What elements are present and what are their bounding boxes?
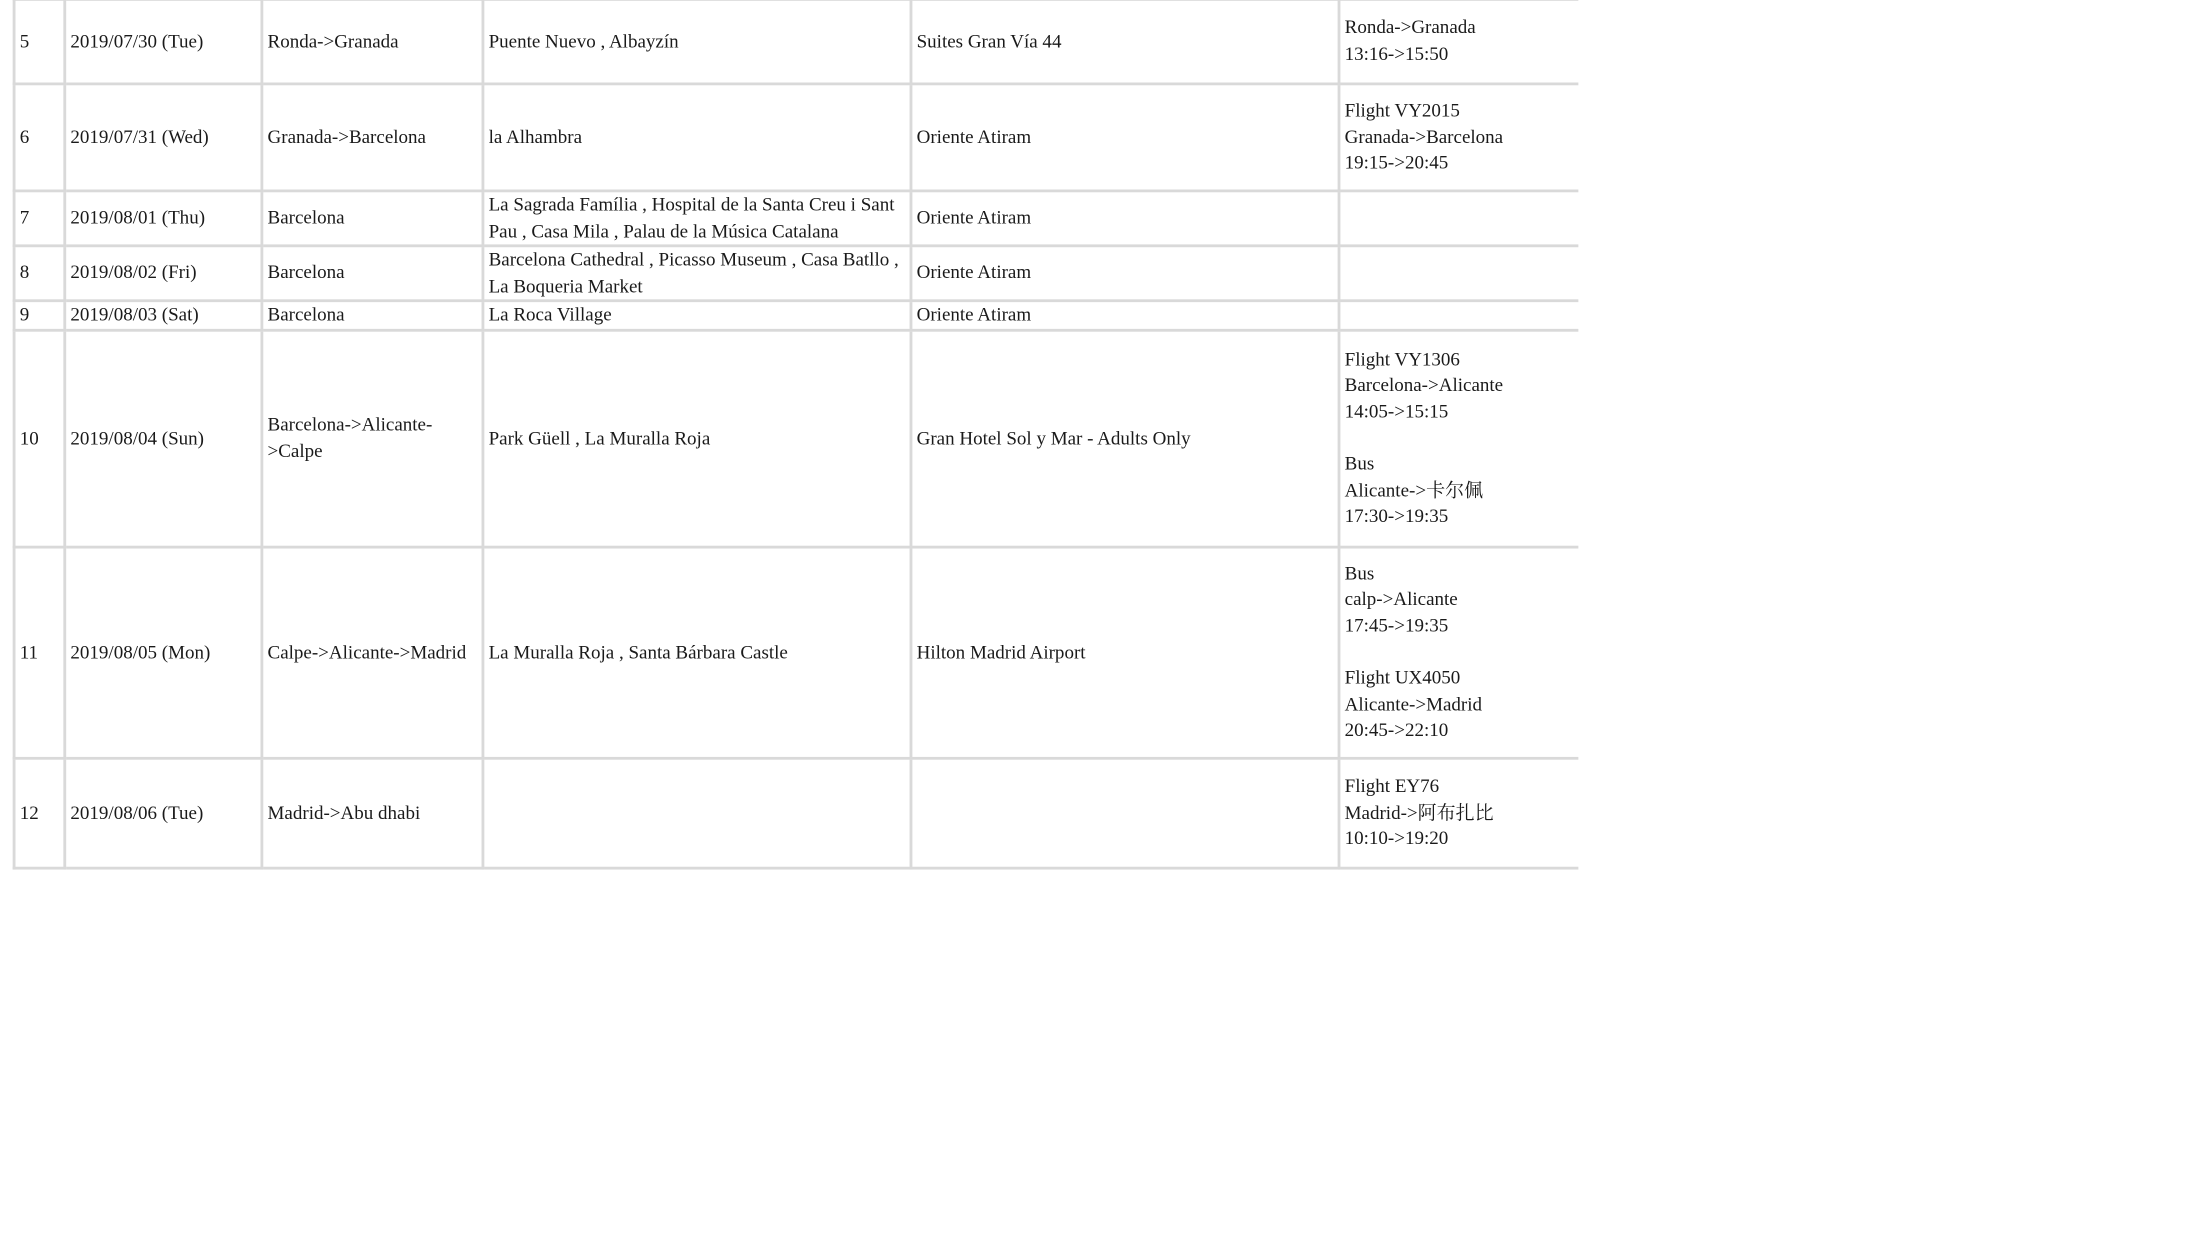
date-cell: 2019/08/05 (Mon) bbox=[65, 547, 262, 758]
route-cell: Barcelona bbox=[262, 246, 483, 301]
hotel-cell bbox=[911, 758, 1339, 868]
table-row bbox=[0, 84, 1578, 191]
transport-cell bbox=[1339, 547, 1578, 758]
sights-cell: Park Güell , La Muralla Roja bbox=[483, 330, 911, 547]
transport-cell bbox=[1339, 330, 1578, 547]
table-row bbox=[0, 301, 1578, 330]
transport-line: Barcelona->Alicante bbox=[1344, 374, 1504, 396]
hotel-cell: Hilton Madrid Airport bbox=[911, 547, 1339, 758]
date-cell: 2019/08/06 (Tue) bbox=[65, 758, 262, 868]
transport-line: Flight EY76 bbox=[1344, 775, 1440, 797]
transport-line: Flight VY1306 bbox=[1344, 348, 1460, 370]
table-row bbox=[0, 330, 1578, 547]
table-row bbox=[0, 191, 1578, 246]
sights-text: La Sagrada Família , Hospital de la Santa Creu i Sant Pau , Casa Mila , Palau de la Música Catalana bbox=[488, 193, 895, 242]
transport-cell bbox=[1339, 758, 1578, 868]
route-cell: Barcelona bbox=[262, 301, 483, 330]
transport-cell bbox=[1339, 246, 1578, 301]
transport-line: 13:16->15:50 bbox=[1344, 43, 1449, 65]
day-cell: 8 bbox=[14, 246, 65, 301]
date-cell: 2019/07/30 (Tue) bbox=[65, 0, 262, 84]
sights-text: Barcelona Cathedral , Picasso Museum , Casa Batllo , La Boqueria Market bbox=[488, 248, 899, 297]
route-cell: Barcelona bbox=[262, 191, 483, 246]
day-cell: 6 bbox=[14, 84, 65, 191]
day-cell: 9 bbox=[14, 301, 65, 330]
day-cell: 5 bbox=[14, 0, 65, 84]
sights-cell: Puente Nuevo , Albayzín bbox=[483, 0, 911, 84]
transport-line: Flight VY2015 bbox=[1344, 99, 1460, 121]
sights-cell bbox=[483, 191, 911, 246]
transport-line: 20:45->22:10 bbox=[1344, 719, 1449, 741]
date-cell: 2019/08/03 (Sat) bbox=[65, 301, 262, 330]
day-cell: 10 bbox=[14, 330, 65, 547]
day-cell: 12 bbox=[14, 758, 65, 868]
transport-line: 17:30->19:35 bbox=[1344, 505, 1449, 527]
transport-line: Flight UX4050 bbox=[1344, 667, 1461, 689]
table-row bbox=[0, 547, 1578, 758]
date-cell: 2019/07/31 (Wed) bbox=[65, 84, 262, 191]
hotel-cell: Oriente Atiram bbox=[911, 84, 1339, 191]
transport-line: Bus bbox=[1344, 562, 1375, 584]
transport-cell bbox=[1339, 84, 1578, 191]
transport-line: Alicante->卡尔佩 bbox=[1344, 479, 1484, 501]
sights-cell: La Muralla Roja , Santa Bárbara Castle bbox=[483, 547, 911, 758]
table-row bbox=[0, 246, 1578, 301]
sights-cell: La Roca Village bbox=[483, 301, 911, 330]
transport-spacer bbox=[1345, 426, 1575, 452]
route-cell: Madrid->Abu dhabi bbox=[262, 758, 483, 868]
transport-cell bbox=[1339, 0, 1578, 84]
route-text: Barcelona->Alicante->Calpe bbox=[267, 413, 433, 462]
transport-spacer bbox=[1345, 640, 1575, 666]
transport-line: Bus bbox=[1344, 453, 1375, 475]
date-cell: 2019/08/02 (Fri) bbox=[65, 246, 262, 301]
sights-cell bbox=[483, 758, 911, 868]
transport-line: 19:15->20:45 bbox=[1344, 151, 1449, 174]
date-cell: 2019/08/01 (Thu) bbox=[65, 191, 262, 246]
transport-line: 17:45->19:35 bbox=[1344, 614, 1449, 636]
hotel-cell: Gran Hotel Sol y Mar - Adults Only bbox=[911, 330, 1339, 547]
hotel-cell: Oriente Atiram bbox=[911, 191, 1339, 246]
transport-line: 14:05->15:15 bbox=[1344, 400, 1449, 422]
sights-cell: la Alhambra bbox=[483, 84, 911, 191]
transport-line: 10:10->19:20 bbox=[1344, 827, 1449, 849]
table-row bbox=[0, 758, 1578, 868]
route-cell: Ronda->Granada bbox=[262, 0, 483, 84]
transport-cell bbox=[1339, 191, 1578, 246]
date-cell: 2019/08/04 (Sun) bbox=[65, 330, 262, 547]
day-cell: 11 bbox=[14, 547, 65, 758]
transport-line: Ronda->Granada bbox=[1344, 16, 1476, 38]
route-cell: Calpe->Alicante->Madrid bbox=[262, 547, 483, 758]
sights-cell bbox=[483, 246, 911, 301]
hotel-cell: Oriente Atiram bbox=[911, 246, 1339, 301]
hotel-cell: Oriente Atiram bbox=[911, 301, 1339, 330]
transport-line: calp->Alicante bbox=[1344, 588, 1458, 610]
transport-line: Alicante->Madrid bbox=[1344, 693, 1483, 715]
transport-line: Madrid->阿布扎比 bbox=[1344, 801, 1494, 823]
route-cell: Granada->Barcelona bbox=[262, 84, 483, 191]
transport-cell bbox=[1339, 301, 1578, 330]
day-cell: 7 bbox=[14, 191, 65, 246]
hotel-cell: Suites Gran Vía 44 bbox=[911, 0, 1339, 84]
table-row bbox=[0, 0, 1578, 84]
route-cell bbox=[262, 330, 483, 547]
transport-line: Granada->Barcelona bbox=[1344, 125, 1504, 147]
